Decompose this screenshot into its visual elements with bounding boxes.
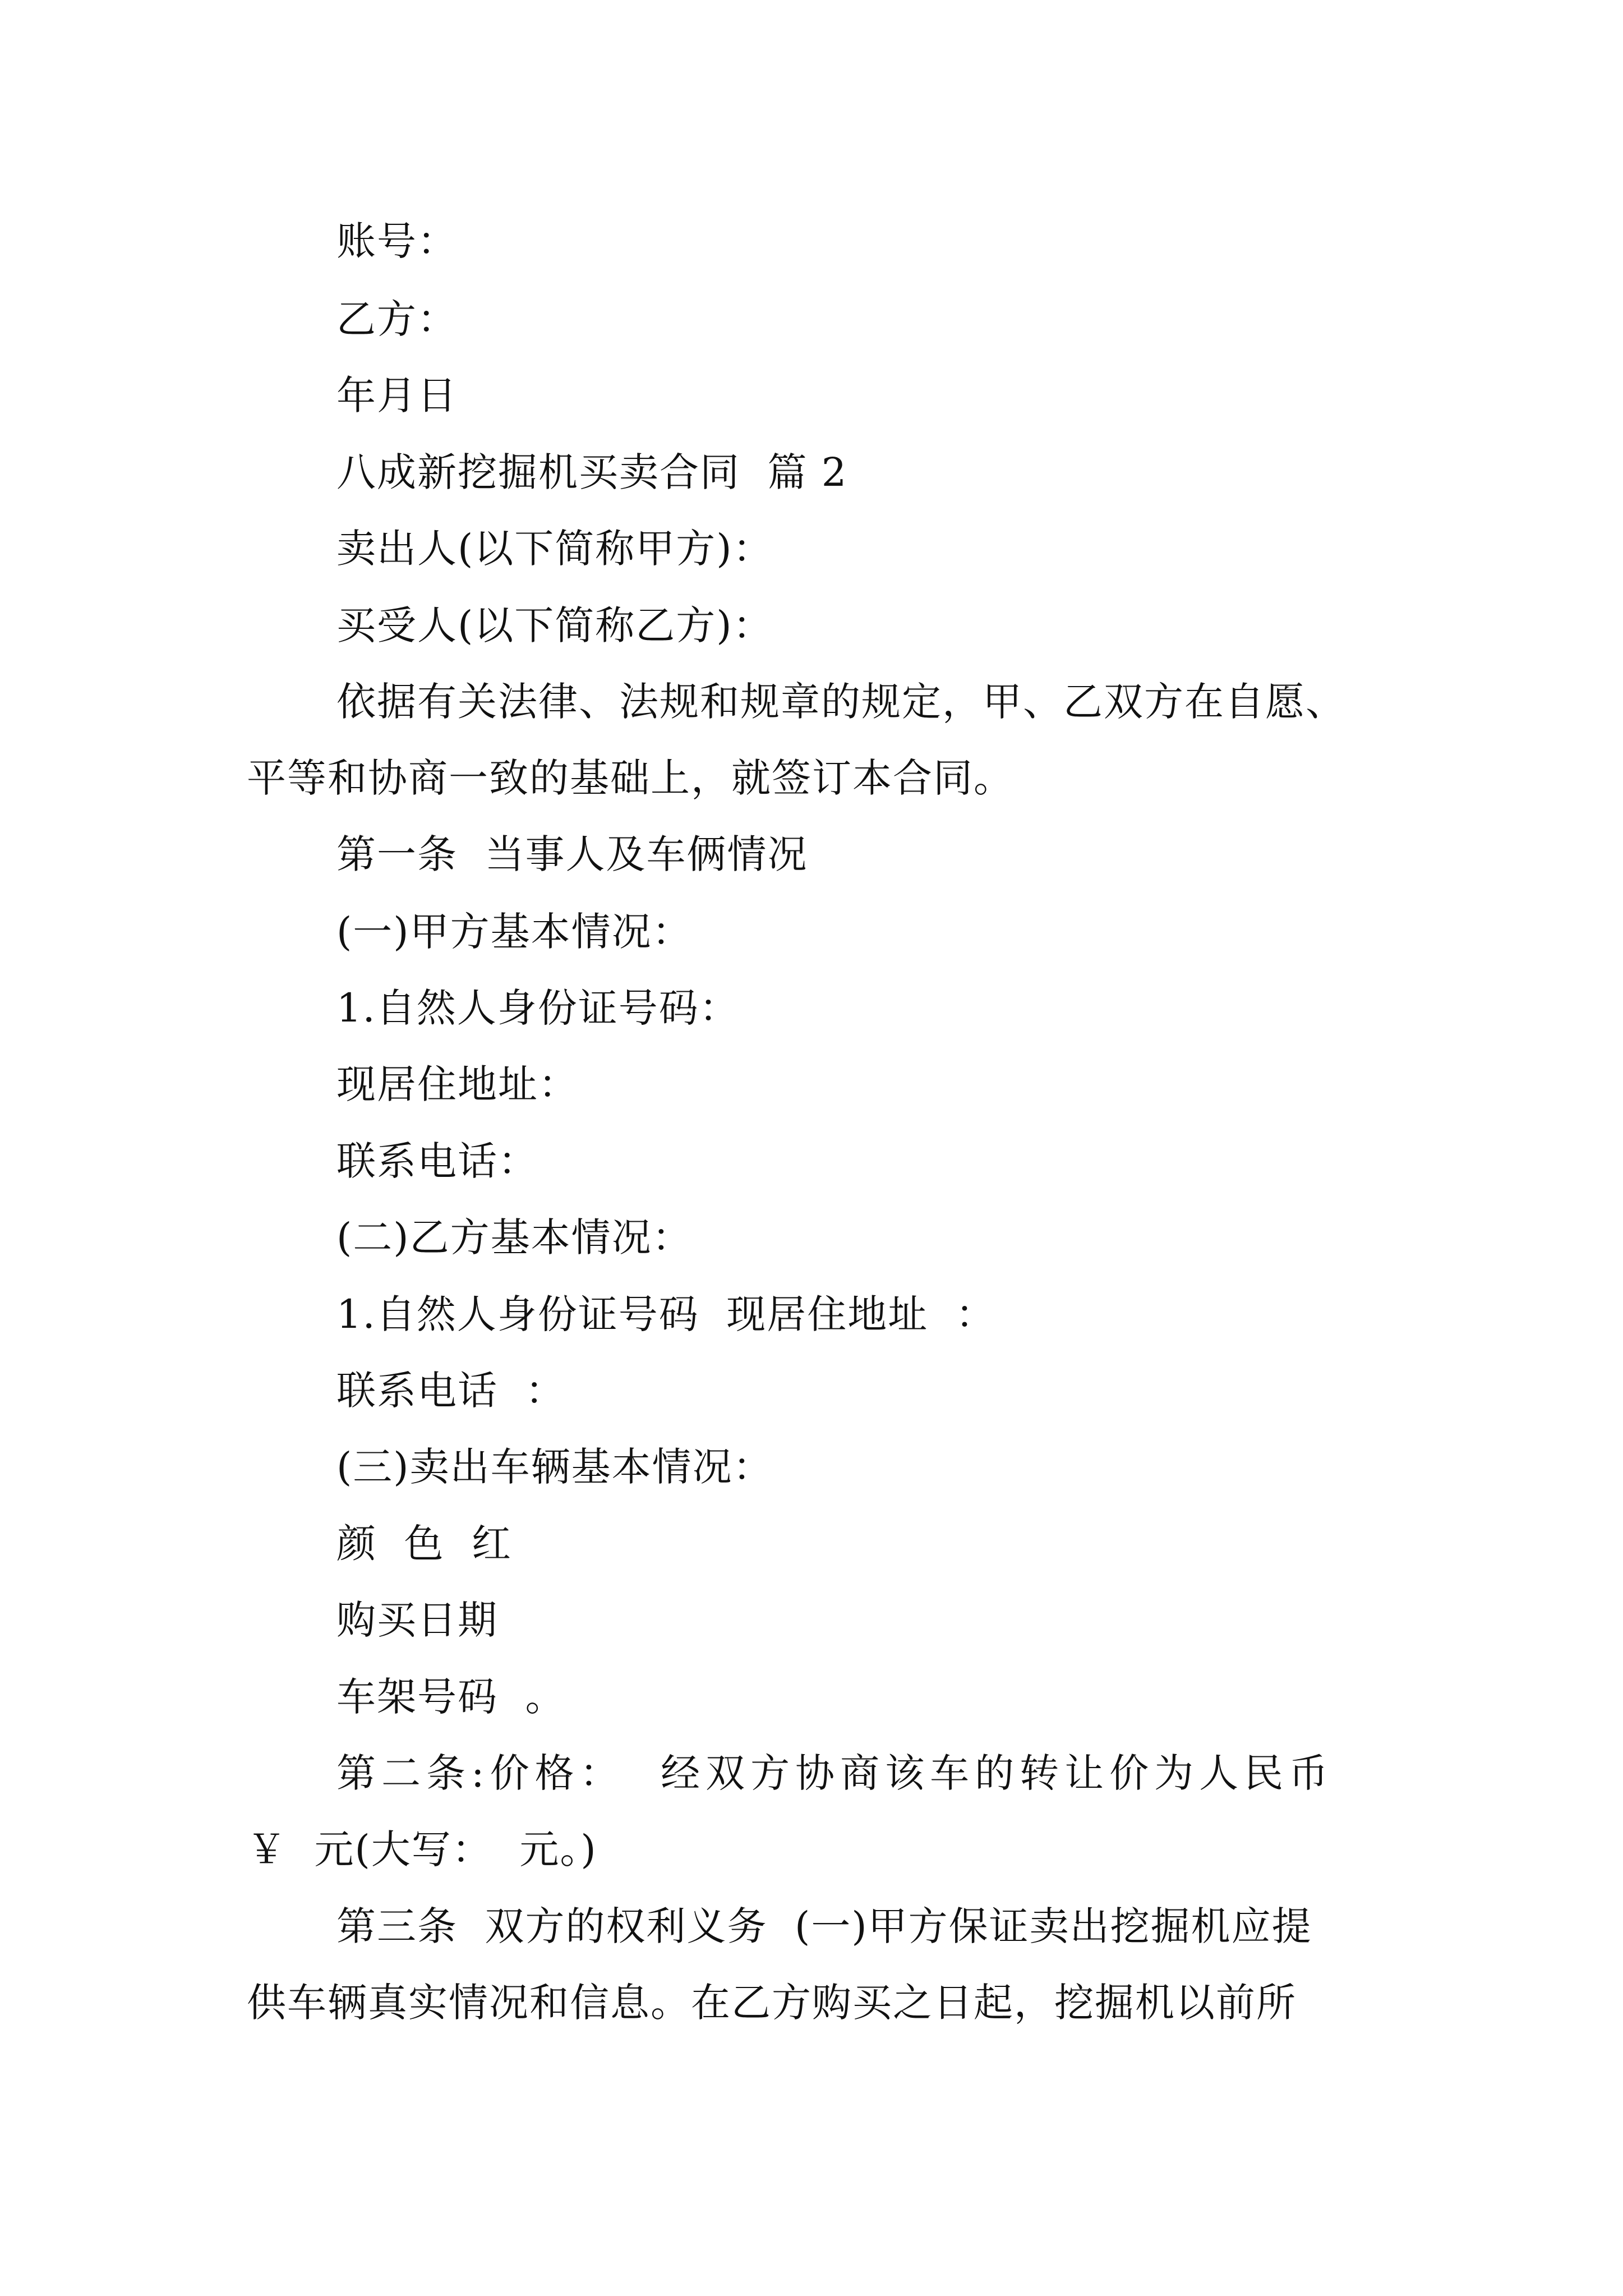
vehicle-info-heading: (三)卖出车辆基本情况： <box>336 1444 773 1490</box>
party-a-phone-line: 联系电话： <box>336 1138 538 1184</box>
party-b-phone-line: 联系电话 ： <box>336 1368 566 1414</box>
article-3-line-1: 第三条 双方的权利义务 (一)甲方保证卖出挖掘机应提 <box>336 1903 1312 1949</box>
vehicle-color-line: 颜 色 红 <box>336 1521 513 1567</box>
contract-title: 八成新挖掘机买卖合同 篇 2 <box>336 449 848 495</box>
preamble-line-2: 平等和协商一致的基础上，就签订本合同。 <box>247 755 1014 801</box>
party-b-id-address-line: 1.自然人身份证号码 现居住地址 ： <box>336 1291 996 1337</box>
buyer-line: 买受人(以下简称乙方)： <box>336 602 773 648</box>
preamble-line-1: 依据有关法律、法规和规章的规定，甲、乙双方在自愿、 <box>336 679 1346 725</box>
price-amount-line: ￥ 元(大写： 元。) <box>247 1826 597 1872</box>
party-a-id-line: 1.自然人身份证号码： <box>336 985 740 1031</box>
party-b-info-heading: (二)乙方基本情况： <box>336 1214 693 1260</box>
frame-number-line: 车架号码 。 <box>336 1674 566 1720</box>
article-1-heading: 第一条 当事人及车俩情况 <box>336 831 808 877</box>
party-a-info-heading: (一)甲方基本情况： <box>336 909 693 955</box>
seller-line: 卖出人(以下简称甲方)： <box>336 526 773 572</box>
party-b-line: 乙方： <box>336 296 458 342</box>
article-2-price-line: 第二条:价格： 经双方协商该车的转让价为人民币 <box>336 1750 1334 1796</box>
party-a-address-line: 现居住地址： <box>336 1061 579 1107</box>
purchase-date-line: 购买日期 <box>336 1597 498 1643</box>
date-line: 年月日 <box>336 372 458 418</box>
article-3-line-2: 供车辆真实情况和信息。在乙方购买之日起，挖掘机以前所 <box>247 1980 1297 2026</box>
account-number-line: 账号： <box>336 218 458 264</box>
